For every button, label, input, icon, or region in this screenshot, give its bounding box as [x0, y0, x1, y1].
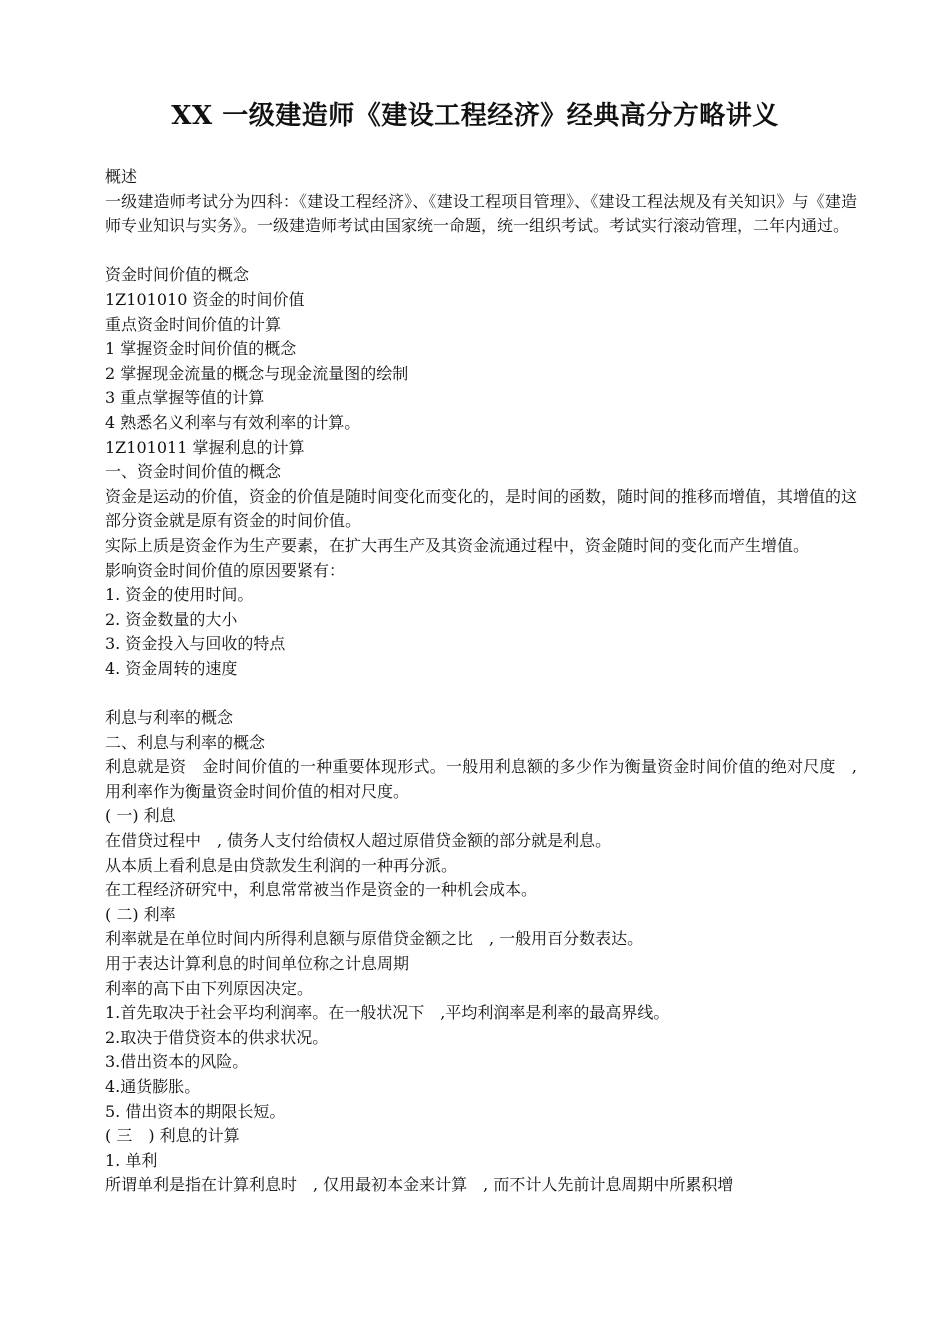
text-line: 1Z101010 资金的时间价值 — [105, 289, 305, 309]
paragraph: 一级建造师考试分为四科：《建设工程经济》、《建设工程项目管理》、《建设工程法规及有关知识》与《建造师专业知识与实务》。一级建造师考试由国家统一命题，统一组织考试。考试实行滚动管理，二年内通过。 — [105, 191, 857, 236]
subsection-heading: ( 二) 利率 — [105, 904, 176, 924]
paragraph: 实际上质是资金作为生产要素，在扩大再生产及其资金流通过程中，资金随时间的变化而产生增值。 — [105, 535, 810, 555]
list-item: 3. 资金投入与回收的特点 — [105, 634, 286, 654]
section-heading: 一、资金时间价值的概念 — [105, 462, 282, 482]
paragraph: 资金是运动的价值，资金的价值是随时间变化而变化的，是时间的函数，随时间的推移而增值，其增值的这部分资金就是原有资金的时间价值。 — [105, 486, 858, 531]
list-item: 2. 资金数量的大小 — [105, 609, 238, 629]
list-item: 4 熟悉名义利率与有效利率的计算。 — [105, 412, 361, 432]
subsection-heading: ( 一) 利息 — [105, 806, 176, 826]
list-item: 1. 资金的使用时间。 — [105, 585, 254, 605]
text-line: 所谓单利是指在计算利息时 , 仅用最初本金来计算 , 而不计人先前计息周期中所累积增 — [105, 1175, 734, 1195]
text-line: 用于表达计算利息的时间单位称之计息周期 — [105, 954, 410, 973]
text-line: 从本质上看利息是由贷款发生利润的一种再分派。 — [105, 855, 458, 875]
text-line: 利率的高下由下列原因决定。 — [105, 978, 314, 998]
text-line: 1. 单利 — [105, 1150, 158, 1170]
text-line: 在工程经济研究中，利息常常被当作是资金的一种机会成本。 — [105, 880, 538, 900]
blank-line — [105, 681, 857, 706]
document-title: XX 一级建造师《建设工程经济》经典高分方略讲义 — [171, 101, 779, 131]
subsection-heading: ( 三 ) 利息的计算 — [105, 1126, 240, 1146]
paragraph: 利息就是资 金时间价值的一种重要体现形式。一般用利息额的多少作为衡量资金时间价值的绝对尺度 , 用利率作为衡量资金时间价值的相对尺度。 — [105, 757, 857, 801]
list-item: 3 重点掌握等值的计算 — [105, 388, 265, 408]
list-item: 4. 资金周转的速度 — [105, 658, 238, 678]
list-item: 5. 借出资本的期限长短。 — [105, 1101, 286, 1121]
list-item: 4.通货膨胀。 — [105, 1076, 201, 1096]
text-line: 影响资金时间价值的原因要紧有： — [105, 560, 346, 580]
section-heading: 概述 — [105, 167, 138, 186]
text-line: 在借贷过程中 , 债务人支付给债权人超过原借贷金额的部分就是利息。 — [105, 831, 612, 851]
section-heading: 利息与利率的概念 — [105, 708, 234, 728]
list-item: 1.首先取决于社会平均利润率。在一般状况下 ,平均利润率是利率的最高界线。 — [105, 1003, 670, 1023]
text-line: 1Z101011 掌握利息的计算 — [105, 437, 305, 457]
document-body — [105, 165, 857, 1198]
list-item: 3.借出资本的风险。 — [105, 1052, 249, 1072]
text-line: 利率就是在单位时间内所得利息额与原借贷金额之比 , 一般用百分数表达。 — [105, 929, 644, 949]
text-line: 重点资金时间价值的计算 — [105, 314, 282, 334]
section-heading: 二、利息与利率的概念 — [105, 732, 266, 752]
list-item: 1 掌握资金时间价值的概念 — [105, 339, 297, 359]
blank-line — [105, 239, 857, 264]
section-heading: 资金时间价值的概念 — [105, 265, 250, 285]
list-item: 2 掌握现金流量的概念与现金流量图的绘制 — [105, 363, 409, 383]
list-item: 2.取决于借贷资本的供求状况。 — [105, 1027, 329, 1047]
